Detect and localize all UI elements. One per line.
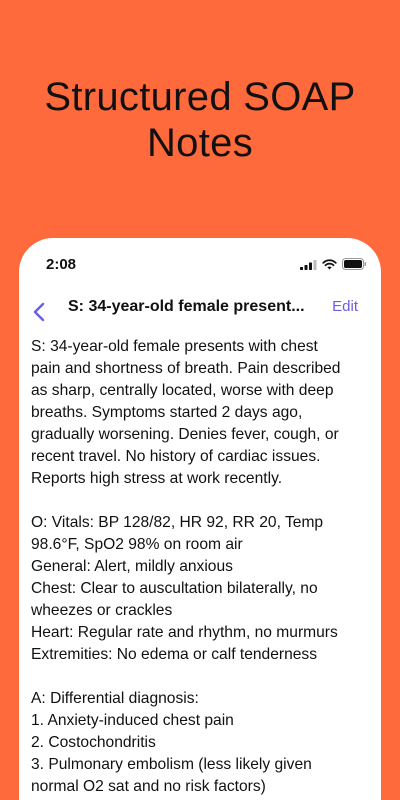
- note-title: S: 34-year-old female present...: [68, 298, 305, 315]
- wifi-icon: [322, 257, 337, 275]
- status-bar: [19, 238, 381, 294]
- note-line: S: 34-year-old female presents with chest: [31, 338, 318, 355]
- status-time: 2:08: [46, 256, 77, 273]
- note-line: 1. Anxiety-induced chest pain: [31, 712, 234, 729]
- promo-headline: [0, 74, 400, 166]
- chevron-left-icon[interactable]: [28, 301, 50, 323]
- note-line: recent travel. No history of cardiac issues.: [31, 448, 321, 465]
- note-line: pain and shortness of breath. Pain described: [31, 360, 341, 377]
- note-line: Reports high stress at work recently.: [31, 470, 283, 487]
- note-line: Chest: Clear to auscultation bilaterally, no: [31, 580, 318, 597]
- note-line: normal O2 sat and no risk factors): [31, 778, 266, 795]
- note-line: as sharp, centrally located, worse with deep: [31, 382, 334, 399]
- note-line: Heart: Regular rate and rhythm, no murmurs: [31, 624, 338, 641]
- edit-button[interactable]: Edit: [332, 298, 358, 315]
- assessment-section: [31, 688, 369, 798]
- note-line: O: Vitals: BP 128/82, HR 92, RR 20, Temp: [31, 514, 324, 531]
- note-line: A: Differential diagnosis:: [31, 690, 199, 707]
- note-line: Extremities: No edema or calf tenderness: [31, 646, 318, 663]
- note-content[interactable]: [31, 336, 369, 800]
- signal-icon: [300, 257, 317, 275]
- note-line: 3. Pulmonary embolism (less likely given: [31, 756, 312, 773]
- status-icons: [300, 257, 367, 275]
- note-line: gradually worsening. Denies fever, cough, or: [31, 426, 339, 443]
- phone-screen: [19, 238, 381, 800]
- promo-headline-line-2: Notes: [147, 121, 253, 165]
- note-line: General: Alert, mildly anxious: [31, 558, 233, 575]
- note-line: 98.6°F, SpO2 98% on room air: [31, 536, 243, 553]
- promo-headline-line-1: Structured SOAP: [44, 75, 356, 119]
- objective-section: [31, 512, 369, 666]
- subjective-section: [31, 336, 369, 490]
- note-line: breaths. Symptoms started 2 days ago,: [31, 404, 303, 421]
- note-line: wheezes or crackles: [31, 602, 173, 619]
- note-line: 2. Costochondritis: [31, 734, 156, 751]
- battery-icon: [342, 257, 367, 275]
